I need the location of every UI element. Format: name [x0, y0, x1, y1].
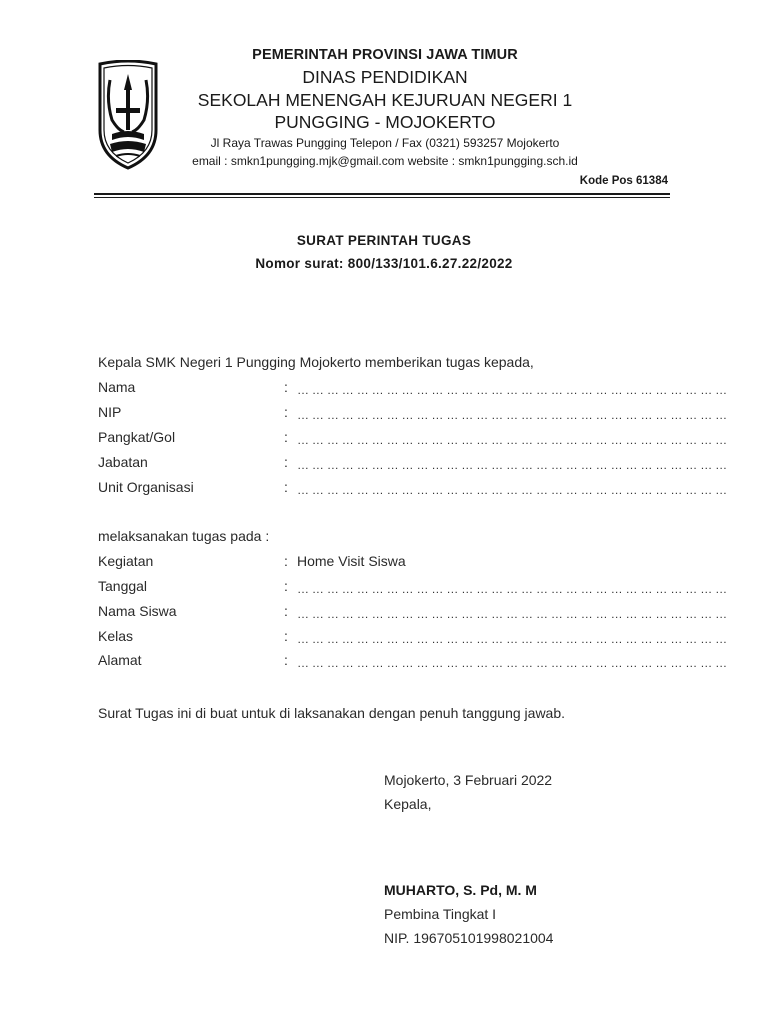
field-value: … … … … … … … … … … … … … … … … … … … … … … … … … … … … …	[297, 582, 727, 596]
field-label: NIP	[98, 404, 122, 420]
letterhead-rule-thick	[94, 193, 670, 195]
signer-role: Kepala,	[384, 796, 432, 812]
field-value: … … … … … … … … … … … … … … … … … … … … … … … … … … … … …	[297, 408, 727, 422]
field-label: Nama	[98, 379, 136, 395]
field-colon: :	[284, 454, 288, 470]
field-colon: :	[284, 652, 288, 668]
field-label: Pangkat/Gol	[98, 429, 176, 445]
field-value: … … … … … … … … … … … … … … … … … … … … … … … … … … … … …	[297, 483, 727, 497]
task-intro-text: melaksanakan tugas pada :	[98, 528, 270, 544]
signer-name: MUHARTO, S. Pd, M. M	[384, 882, 537, 898]
header-contact: email : smkn1pungging.mjk@gmail.com website : smkn1pungging.sch.id	[192, 154, 578, 168]
field-value: … … … … … … … … … … … … … … … … … … … … … … … … … … … … …	[297, 607, 727, 621]
intro-text: Kepala SMK Negeri 1 Pungging Mojokerto memberikan tugas kepada,	[98, 354, 534, 370]
field-value: … … … … … … … … … … … … … … … … … … … … … … … … … … … … …	[297, 656, 727, 670]
signer-rank: Pembina Tingkat I	[384, 906, 497, 922]
header-school: SEKOLAH MENENGAH KEJURUAN NEGERI 1	[197, 90, 573, 110]
field-colon: :	[284, 603, 288, 619]
letterhead-rule-thin	[94, 197, 670, 198]
field-label: Unit Organisasi	[98, 479, 194, 495]
field-value: Home Visit Siswa	[297, 553, 406, 569]
field-label: Alamat	[98, 652, 142, 668]
header-government: PEMERINTAH PROVINSI JAWA TIMUR	[252, 47, 518, 63]
field-value: … … … … … … … … … … … … … … … … … … … … … … … … … … … … …	[297, 458, 727, 472]
field-label: Kegiatan	[98, 553, 154, 569]
field-label: Jabatan	[98, 454, 148, 470]
field-colon: :	[284, 628, 288, 644]
letter-title: SURAT PERINTAH TUGAS	[296, 233, 472, 248]
field-value: … … … … … … … … … … … … … … … … … … … … … … … … … … … … …	[297, 632, 727, 646]
field-colon: :	[284, 379, 288, 395]
letter-number: Nomor surat: 800/133/101.6.27.22/2022	[255, 256, 513, 271]
place-date: Mojokerto, 3 Februari 2022	[384, 772, 553, 788]
field-value: … … … … … … … … … … … … … … … … … … … … … … … … … … … … …	[297, 383, 727, 397]
closing-text: Surat Tugas ini di buat untuk di laksanakan dengan penuh tanggung jawab.	[98, 705, 566, 721]
field-colon: :	[284, 553, 288, 569]
postal-code: Kode Pos 61384	[579, 175, 668, 187]
field-colon: :	[284, 429, 288, 445]
field-colon: :	[284, 578, 288, 594]
signer-nip: NIP. 196705101998021004	[384, 930, 554, 946]
field-label: Nama Siswa	[98, 603, 177, 619]
field-colon: :	[284, 479, 288, 495]
header-department: DINAS PENDIDIKAN	[302, 67, 468, 87]
field-colon: :	[284, 404, 288, 420]
header-location: PUNGGING - MOJOKERTO	[274, 112, 496, 132]
field-value: … … … … … … … … … … … … … … … … … … … … … … … … … … … … …	[297, 433, 727, 447]
header-address: Jl Raya Trawas Pungging Telepon / Fax (0321) 593257 Mojokerto	[210, 136, 560, 150]
field-label: Tanggal	[98, 578, 148, 594]
field-label: Kelas	[98, 628, 134, 644]
